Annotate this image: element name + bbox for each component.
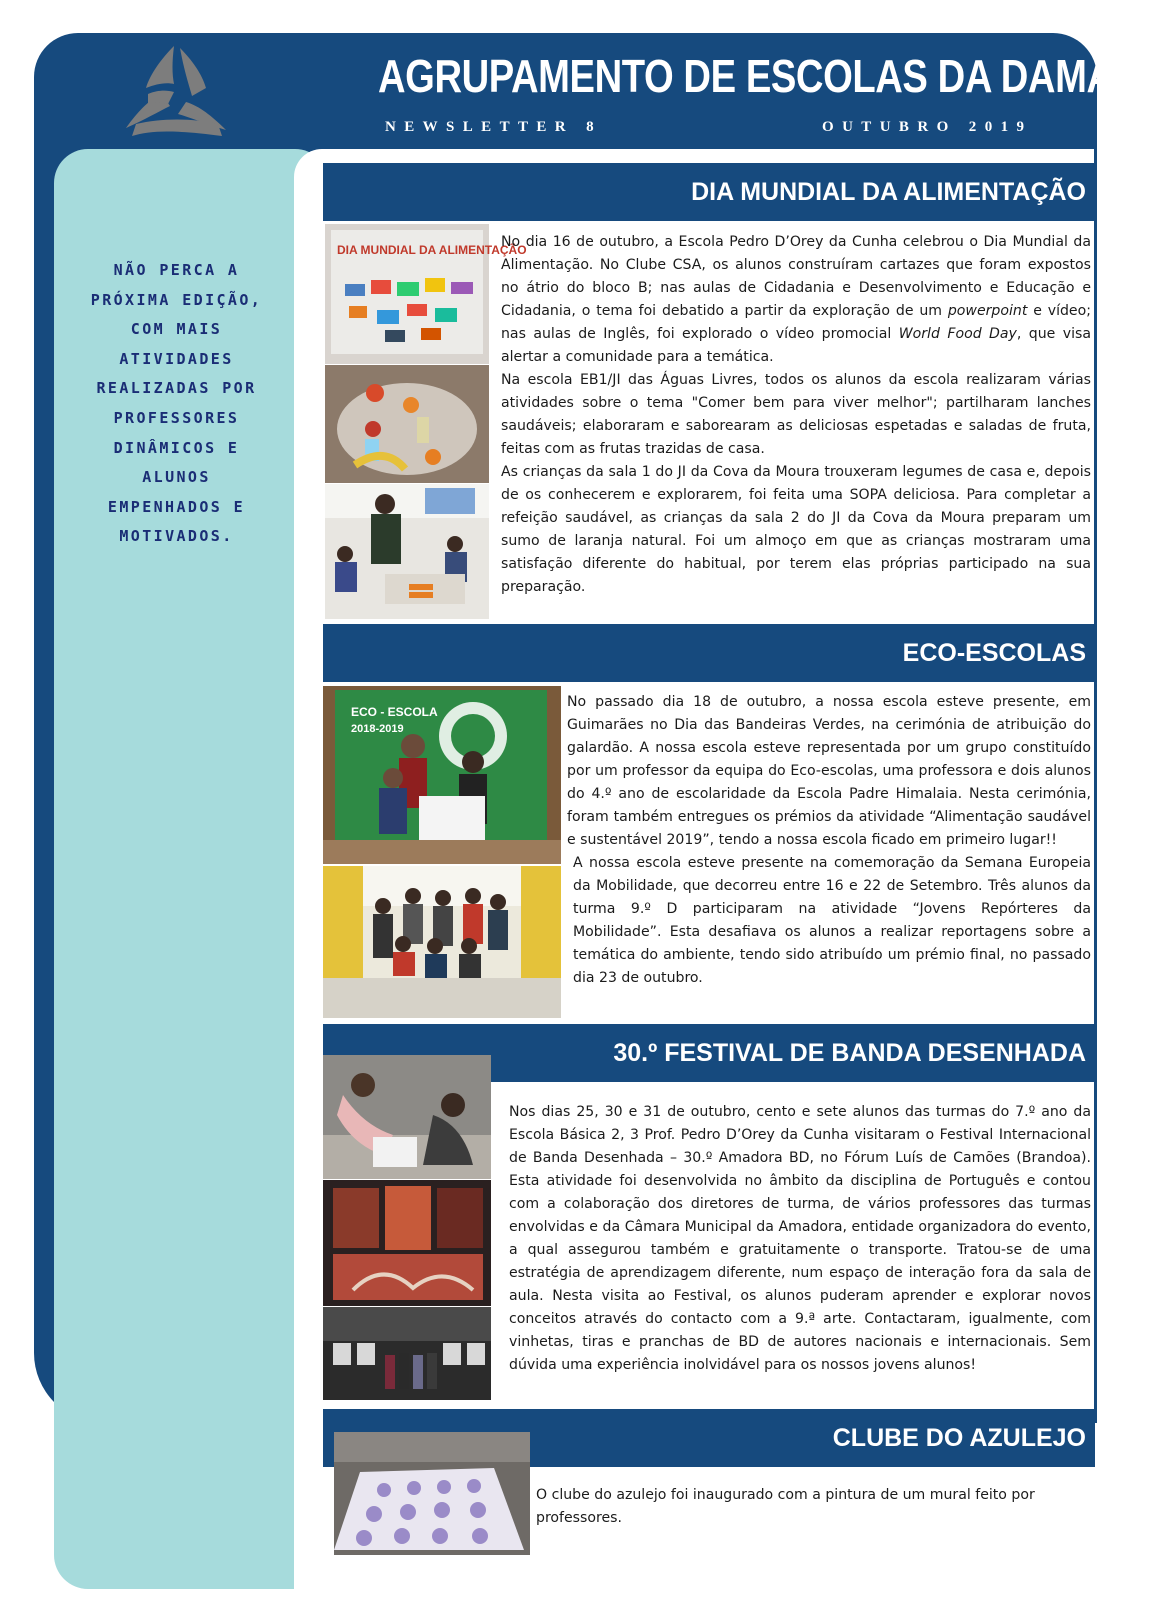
article-title-eco: ECO-ESCOLAS <box>323 624 1095 682</box>
newsletter-date: OUTUBRO 2019 <box>822 119 1033 135</box>
sidebar-line: EMPENHADOS E <box>107 497 246 516</box>
sidebar-line: DINÂMICOS E <box>113 438 240 457</box>
sidebar-message <box>80 256 273 552</box>
sidebar-line: REALIZADAS POR <box>96 379 257 398</box>
alimentacao-paragraph-2: Na escola EB1/JI das Águas Livres, todos os alunos da escola realizaram várias atividades sobre o tema "Comer bem para viver melhor"; partilharam lanches saudáveis; elaboraram e saborearam as deliciosas espetadas e saladas de fruta, feitas com as frutas trazidas de casa. <box>501 372 1091 457</box>
alimentacao-paragraph-3: As crianças da sala 1 do JI da Cova da Moura trouxeram legumes de casa e, depois de os conhecerem e explorarem, foi feita uma SOPA deliciosa. Para completar a refeição saudável, as crianças da sala 2 do JI da Cova da Moura preparam um sumo de laranja natural. Foi um almoço em que as crianças mostraram uma satisfação diferente do habitual, por terem elas próprias participado na sua preparação. <box>501 464 1091 595</box>
festival-art-photo <box>323 1180 491 1306</box>
school-logo-icon <box>122 44 230 140</box>
flag-year: 2018-2019 <box>351 723 404 735</box>
emphasis: powerpoint <box>947 303 1028 319</box>
festival-exhibition-photo <box>323 1307 491 1400</box>
azulejo-text: O clube do azulejo foi inaugurado com a pintura de um mural feito por professores. <box>536 1487 1035 1526</box>
festival-text: Nos dias 25, 30 e 31 de outubro, cento e sete alunos das turmas do 7.º ano da Escola Básica 2, 3 Prof. Pedro D’Orey da Cunha visitaram o Festival Internacional de Banda Desenhada – 30.º Amadora BD, no Fórum Luís de Camões (Brandoa). Esta atividade foi desenvolvida no âmbito da disciplina de Português e contou com a colaboração dos diretores de turma, de vários professores das turmas envolvidas e da Câmara Municipal da Amadora, entidade organizadora do evento, a qual assegurou também e gratuitamente o transporte. Tratou-se de uma estratégia de aprendizagem diferente, num espaço de interação fora da sala de aula. Nesta visita ao Festival, os alunos puderam aprender e explorar novos conceitos através do contacto com a 9.ª arte. Contactaram, igualmente, com vinhetas, tiras e pranchas de BD de autores nacionais e internacionais. Sem dúvida uma experiência inolvidável para os nossos jovens alunos! <box>509 1104 1091 1373</box>
festival-drawing-photo <box>323 1055 491 1179</box>
sidebar-line: PRÓXIMA EDIÇÃO, <box>90 290 263 309</box>
alimentacao-text <box>501 231 1091 599</box>
sidebar-line: MOTIVADOS. <box>119 527 234 546</box>
sidebar-line: COM MAIS <box>130 320 223 339</box>
sidebar-line: ALUNOS <box>142 468 211 487</box>
alimentacao-paragraph-1: No dia 16 de outubro, a Escola Pedro D’Orey da Cunha celebrou o Dia Mundial da Alimentação. No Clube CSA, os alunos construíram cartazes que foram expostos no átrio do bloco B; nas aulas de Cidadania e Desenvolvimento e Educação e Cidadania, o tema foi debatido a partir da exploração de um powerpoint e vídeo; nas aulas de Inglês, foi explorado o vídeo promocial World Food Day, que visa alertar a comunidade para a temática. <box>501 234 1091 365</box>
eco-paragraph-2: A nossa escola esteve presente na comemoração da Semana Europeia da Mobilidade, que decorreu entre 16 e 22 de Setembro. Três alunos da turma 9.º D participaram na atividade “Jovens Repórteres da Mobilidade”. Esta desafiava os alunos a realizar reportagens sobre a temática do ambiente, tendo sido atribuído um prémio final, no passado dia 23 de outubro. <box>573 855 1091 986</box>
mobility-group-photo <box>323 866 561 1018</box>
article-title-festival: 30.º FESTIVAL DE BANDA DESENHADA <box>323 1024 1095 1082</box>
newsletter-number: NEWSLETTER 8 <box>385 119 603 135</box>
poster-photo <box>325 224 527 364</box>
fruit-photo <box>325 365 489 483</box>
poster-text: DIA MUNDIAL DA ALIMENTAÇÃO <box>337 243 527 257</box>
article-title-alimentacao: DIA MUNDIAL DA ALIMENTAÇÃO <box>323 163 1095 221</box>
eco-paragraph-1: No passado dia 18 de outubro, a nossa escola esteve presente, em Guimarães no Dia das Bandeiras Verdes, na cerimónia de atribuição do galardão. A nossa escola esteve representada por um grupo constituído por um professor da equipa do Eco-escolas, uma professora e dois alunos do 4.º ano de escolaridade da Escola Padre Himalaia. Nesta cerimónia, foram também entregues os prémios da atividade “Alimentação saudável e sustentável 2019”, tendo a nossa escola ficado em primeiro lugar!! <box>567 694 1091 848</box>
classroom-photo <box>325 484 489 619</box>
article-title-azulejo: CLUBE DO AZULEJO <box>323 1409 1095 1467</box>
emphasis: World Food Day <box>898 326 1017 342</box>
sidebar-line: PROFESSORES <box>113 408 240 427</box>
school-title: AGRUPAMENTO DE ESCOLAS DA DAMAIA <box>378 50 1151 102</box>
sidebar-line: ATIVIDADES <box>119 349 234 368</box>
flag-text: ECO - ESCOLA <box>351 705 438 719</box>
sidebar-line: NÃO PERCA A <box>113 261 240 279</box>
eco-flag-photo <box>323 686 561 864</box>
azulejo-photo <box>334 1432 530 1555</box>
eco-text <box>567 691 1091 990</box>
